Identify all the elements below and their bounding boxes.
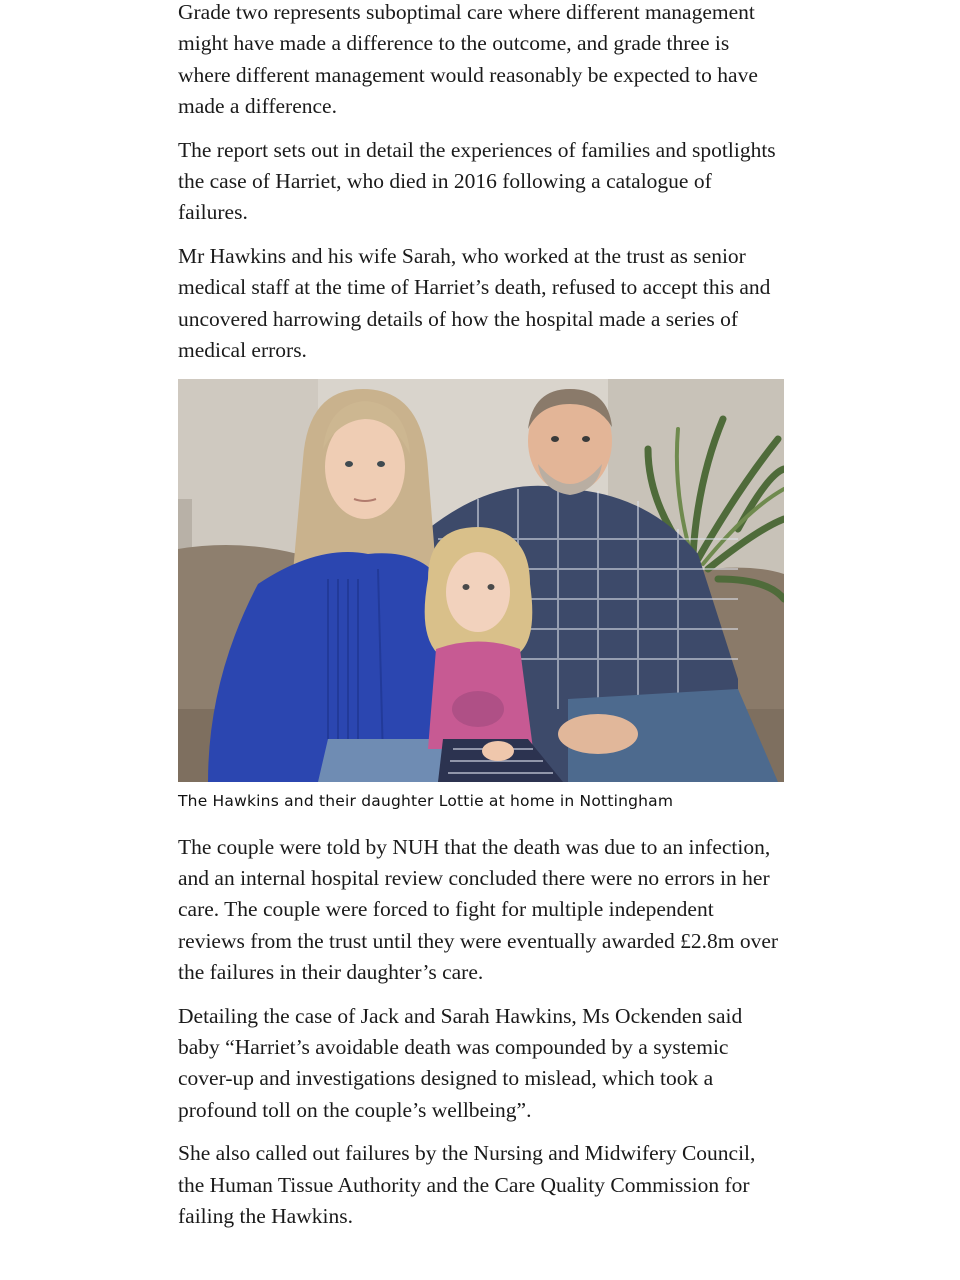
paragraph-ockenden-quote: Detailing the case of Jack and Sarah Hawkins, Ms Ockenden said baby “Harriet’s avoidable death was compounded by a systemic cover-up and investigations designed to mislead, which took a profound toll on the couple’s wellbeing”. — [178, 1003, 743, 1122]
paragraph-grade-definitions: Grade two represents suboptimal care where different management might have made a difference to the outcome, and grade three is where different management would reasonably be expected to have made a difference. — [178, 0, 758, 118]
paragraph-hawkins-background: Mr Hawkins and his wife Sarah, who worked at the trust as senior medical staff at the time of Harriet’s death, refused to accept this and uncovered harrowing details of how the hospital made a series of medical errors. — [178, 244, 771, 362]
photo-figure — [178, 379, 784, 812]
paragraph-nuh-response: The couple were told by NUH that the death was due to an infection, and an internal hospital review concluded there were no errors in her care. The couple were forced to fight for multiple independent reviews from the trust until they were eventually awarded £2.8m over the failures in their daughter’s care. — [178, 834, 779, 984]
photo-caption: The Hawkins and their daughter Lottie at home in Nottingham — [178, 791, 674, 810]
article-body — [178, 0, 784, 1245]
paragraph-report-overview: The report sets out in detail the experiences of families and spotlights the case of Harriet, who died in 2016 following a catalogue of failures. — [178, 137, 776, 225]
hawkins-family-photo — [178, 379, 784, 782]
paragraph-regulators-failures: She also called out failures by the Nursing and Midwifery Council, the Human Tissue Authority and the Care Quality Commission for failing the Hawkins. — [178, 1141, 756, 1229]
